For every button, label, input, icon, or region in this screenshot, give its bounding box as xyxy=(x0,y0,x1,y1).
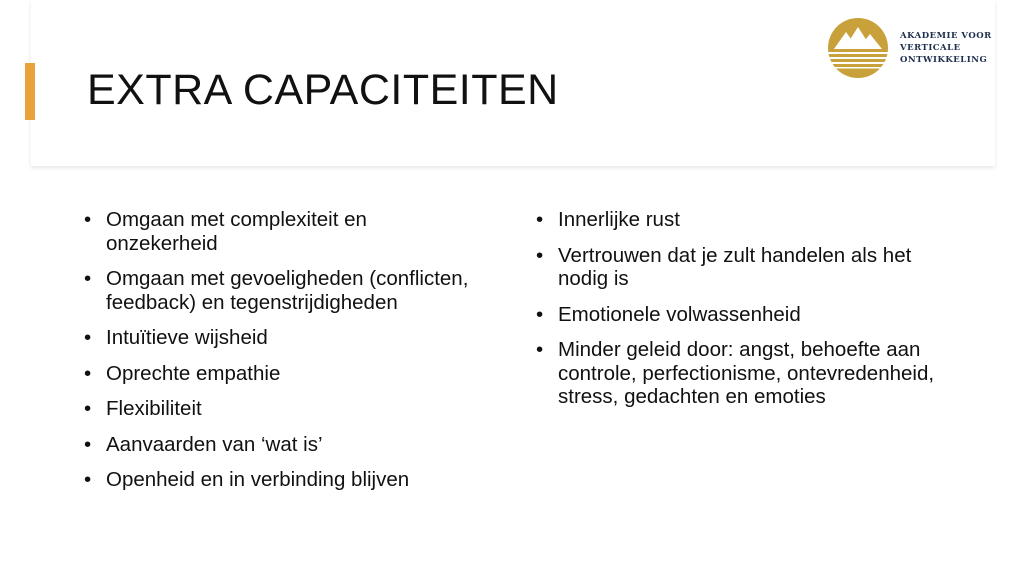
bullet-icon: • xyxy=(536,243,544,267)
list-item xyxy=(84,468,474,492)
bullet-icon: • xyxy=(84,432,92,456)
title-accent-bar xyxy=(25,63,35,120)
list-item xyxy=(536,208,956,232)
bullet-icon: • xyxy=(536,302,544,326)
list-item-text: Oprechte empathie xyxy=(106,361,281,385)
list-item xyxy=(84,267,474,314)
list-item xyxy=(536,338,956,409)
list-item-text: Emotionele volwassenheid xyxy=(558,302,801,326)
bullet-icon: • xyxy=(84,326,92,349)
bullet-icon: • xyxy=(84,397,92,420)
list-item-text: Omgaan met complexiteit en onzekerheid xyxy=(106,208,367,255)
bullet-icon: • xyxy=(536,338,544,361)
list-item xyxy=(536,303,956,327)
list-item-text: Aanvaarden van ‘wat is’ xyxy=(106,432,323,456)
bullet-icon: • xyxy=(536,208,544,231)
list-item xyxy=(84,326,474,350)
slide-title: EXTRA CAPACITEITEN xyxy=(87,66,559,114)
list-item xyxy=(84,362,474,386)
logo-line-2: VERTICALE xyxy=(900,43,961,53)
list-item-text: Intuïtieve wijsheid xyxy=(106,326,268,349)
left-bullet-list xyxy=(84,208,474,504)
list-item xyxy=(84,433,474,457)
logo-text xyxy=(900,30,992,66)
bullet-icon: • xyxy=(84,208,92,231)
bullet-icon: • xyxy=(84,361,92,385)
logo-line-1: AKADEMIE VOOR xyxy=(900,31,992,41)
list-item-text: Innerlijke rust xyxy=(558,208,680,231)
list-item xyxy=(84,397,474,421)
bullet-icon: • xyxy=(84,267,92,290)
bullet-icon: • xyxy=(84,468,92,491)
list-item xyxy=(536,244,956,291)
list-item xyxy=(84,208,474,255)
list-item-text: Minder geleid door: angst, behoefte aan controle, perfectionisme, ontevredenheid, stress, gedachten en emoties xyxy=(558,338,935,408)
mountain-sun-icon xyxy=(827,16,893,82)
list-item-text: Vertrouwen dat je zult handelen als het nodig is xyxy=(558,243,912,290)
list-item-text: Openheid en in verbinding blijven xyxy=(106,468,410,491)
akademie-logo xyxy=(827,16,997,82)
list-item-text: Omgaan met gevoeligheden (conflicten, feedback) en tegenstrijdigheden xyxy=(106,267,469,314)
right-bullet-list xyxy=(536,208,956,421)
logo-line-3: ONTWIKKELING xyxy=(900,55,988,65)
list-item-text: Flexibiliteit xyxy=(106,397,202,420)
